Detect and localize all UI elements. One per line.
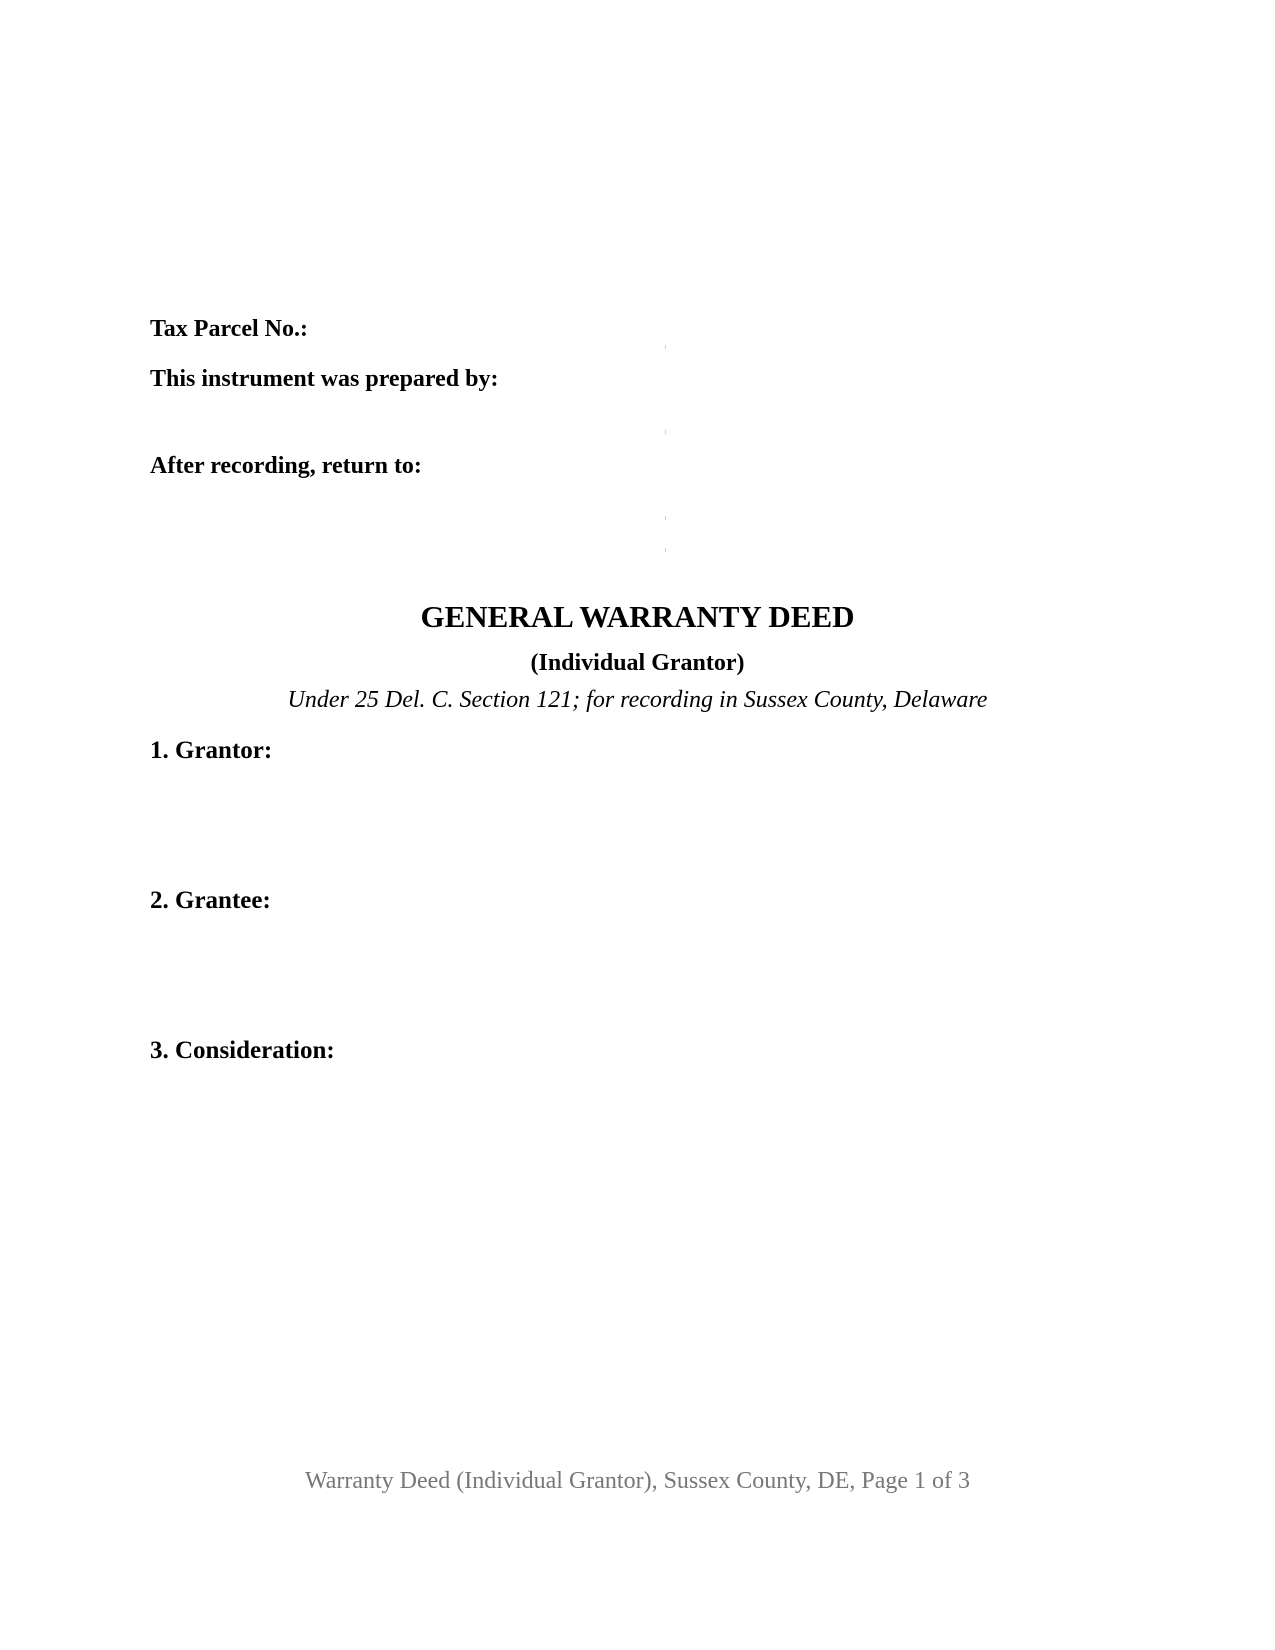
tax-parcel-label: Tax Parcel No.:: [150, 316, 308, 342]
statute-reference: Under 25 Del. C. Section 121; for recording in Sussex County, Delaware: [287, 687, 988, 713]
tax-parcel-field-marker: [665, 345, 666, 349]
consideration-heading: 3. Consideration:: [150, 1037, 335, 1064]
return-to-field-marker-2: [665, 548, 666, 552]
page-footer: Warranty Deed (Individual Grantor), Sussex County, DE, Page 1 of 3: [304, 1468, 971, 1494]
grantee-heading: 2. Grantee:: [150, 887, 271, 914]
return-to-field-marker: [665, 516, 666, 520]
document-subtitle: (Individual Grantor): [530, 650, 745, 676]
prepared-by-field-marker: [665, 430, 666, 434]
document-title: GENERAL WARRANTY DEED: [420, 599, 855, 634]
prepared-by-label: This instrument was prepared by:: [150, 366, 499, 392]
grantor-heading: 1. Grantor:: [150, 737, 273, 764]
return-to-label: After recording, return to:: [150, 453, 422, 479]
